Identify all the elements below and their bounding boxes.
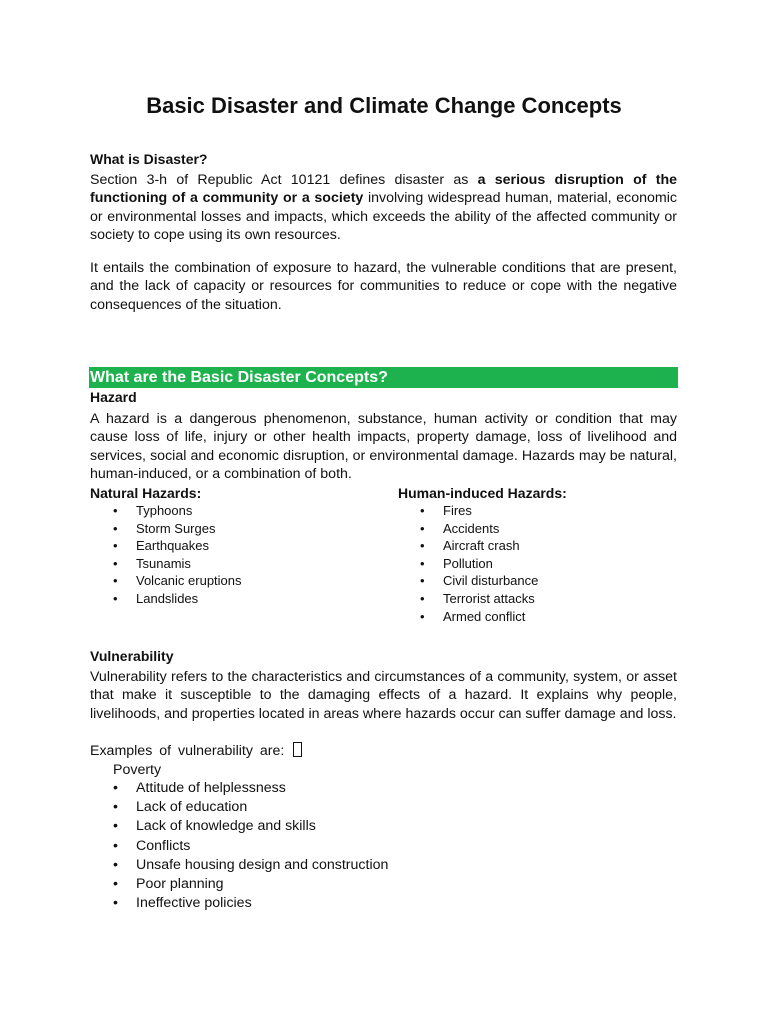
list-item: • Landslides <box>113 590 242 608</box>
list-item: • Pollution <box>420 555 538 573</box>
list-item: • Fires <box>420 502 538 520</box>
definition-text-end: involving widespread human, material, economic or environmental losses and impacts, which exceeds the ability of the affected community or society to cope using its own resources. <box>90 190 677 244</box>
list-item: • Terrorist attacks <box>420 590 538 608</box>
list-item: • Poor planning <box>113 875 388 894</box>
list-item: • Attitude of helplessness <box>113 779 388 798</box>
natural-hazards-heading: Natural Hazards: <box>90 485 202 501</box>
vulnerability-example-poverty: Poverty <box>113 762 162 778</box>
list-item: • Accidents <box>420 520 538 538</box>
page-title: Basic Disaster and Climate Change Concepts <box>146 93 622 118</box>
list-item: • Unsafe housing design and construction <box>113 856 388 875</box>
list-item: • Lack of education <box>113 798 388 817</box>
list-item: • Tsunamis <box>113 555 242 573</box>
list-item: • Ineffective policies <box>113 894 388 913</box>
list-item: • Earthquakes <box>113 537 242 555</box>
hazard-definition-paragraph: A hazard is a dangerous phenomenon, substance, human activity or condition that may cause loss of life, injury or other health impacts, property damage, loss of livelihood and services, social and economic disruption, or environmental damage. Hazards may be natural, human-induced, or a combination of both. <box>90 411 677 483</box>
disaster-combination-paragraph: It entails the combination of exposure to hazard, the vulnerable conditions that are present, and the lack of capacity or resources for communities to reduce or cope with the negative consequences of the situation. <box>90 260 677 313</box>
natural-hazards-list <box>113 502 242 608</box>
list-item: • Aircraft crash <box>420 537 538 555</box>
disaster-definition-paragraph <box>90 171 677 245</box>
examples-intro-text: Examples of vulnerability are: <box>90 743 292 759</box>
list-item: • Typhoons <box>113 502 242 520</box>
vulnerability-definition-paragraph: Vulnerability refers to the characteristics and circumstances of a community, system, or asset that make it susceptible to the damaging effects of a hazard. It explains why people, livelihoods, and properties located in areas where hazards occur can suffer damage and loss. <box>90 669 677 722</box>
vulnerability-examples-list <box>113 779 388 913</box>
list-item: • Conflicts <box>113 837 388 856</box>
vulnerability-heading: Vulnerability <box>90 648 174 664</box>
definition-bold-phrase: a serious disruption of the functioning of a community or a society <box>90 172 677 207</box>
missing-glyph-icon <box>293 742 302 757</box>
human-induced-hazards-list <box>420 502 538 625</box>
vulnerability-examples-intro <box>90 742 677 760</box>
concepts-banner: What are the Basic Disaster Concepts? <box>89 367 678 388</box>
what-is-disaster-heading: What is Disaster? <box>90 151 208 167</box>
human-induced-hazards-heading: Human-induced Hazards: <box>398 485 567 501</box>
list-item: • Civil disturbance <box>420 572 538 590</box>
list-item: • Armed conflict <box>420 608 538 626</box>
list-item: • Lack of knowledge and skills <box>113 817 388 836</box>
hazard-heading: Hazard <box>90 389 137 405</box>
list-item: • Volcanic eruptions <box>113 572 242 590</box>
list-item: • Storm Surges <box>113 520 242 538</box>
definition-text-start: Section 3-h of Republic Act 10121 defines disaster as <box>90 172 478 188</box>
